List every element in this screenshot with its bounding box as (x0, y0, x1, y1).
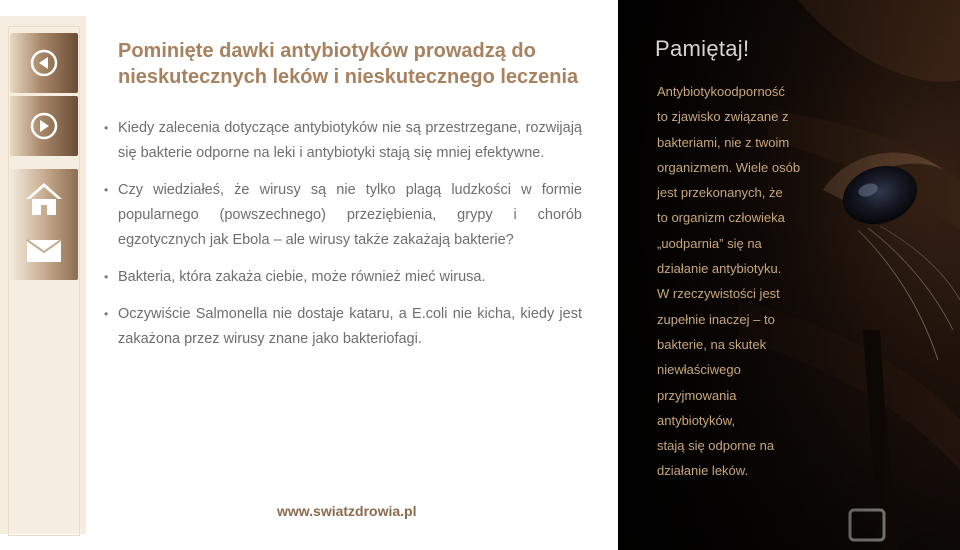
list-item: • Bakteria, która zakaża ciebie, może również mieć wirusa. (102, 265, 582, 290)
arrow-left-icon (30, 49, 58, 77)
side-line: stają się odporne na (657, 438, 775, 454)
side-line: antybiotyków, (657, 412, 736, 428)
list-item: • Kiedy zalecenia dotyczące antybiotyków nie są przestrzegane, rozwijają się bakterie odporne na leki i antybiotyki stają się mniej efektywne. (102, 116, 582, 166)
side-line: bakterie, na skutek (657, 336, 767, 352)
side-line: W rzeczywistości jest (657, 286, 780, 302)
bullet-list (102, 116, 582, 364)
forward-button[interactable] (10, 96, 78, 156)
side-line: działanie leków. (657, 463, 749, 479)
side-line: to zjawisko związane z (657, 109, 789, 125)
list-item: • Oczywiście Salmonella nie dostaje kataru, a E.coli nie kicha, kiedy jest zakażona przez wirusy znane jako bakteriofagi. (102, 302, 582, 352)
side-line: bakteriami, nie z twoim (657, 134, 790, 150)
side-line: Antybiotykoodporność (657, 84, 785, 99)
side-line: to organizm człowieka (657, 210, 785, 226)
side-line: przyjmowania (657, 387, 737, 403)
side-line: niewłaściwego (657, 362, 741, 378)
side-title: Pamiętaj! (655, 36, 750, 61)
side-line: organizmem. Wiele osób (657, 159, 801, 175)
page-title: Pominięte dawki antybiotyków prowadzą do nieskutecznych leków i nieskutecznego leczenia (118, 40, 579, 88)
side-note (657, 79, 817, 484)
mail-button[interactable] (10, 220, 78, 280)
side-line: zupełnie inaczej – to (657, 311, 775, 327)
arrow-right-icon (30, 112, 58, 140)
side-line: jest przekonanych, że (657, 185, 783, 201)
website-link[interactable]: www.swiatzdrowia.pl (277, 503, 417, 519)
side-line: „uodparnia” się na (657, 235, 762, 251)
mail-icon (26, 237, 62, 263)
list-item: • Czy wiedziałeś, że wirusy są nie tylko plagą ludzkości w formie popularnego (powszechnego) przeziębienia, grypy i chorób egzotycznych jak Ebola – ale wirusy także zakażają bakterie? (102, 178, 582, 253)
side-line: działanie antybiotyku. (657, 261, 782, 277)
home-icon (24, 181, 64, 217)
back-button[interactable] (10, 33, 78, 93)
